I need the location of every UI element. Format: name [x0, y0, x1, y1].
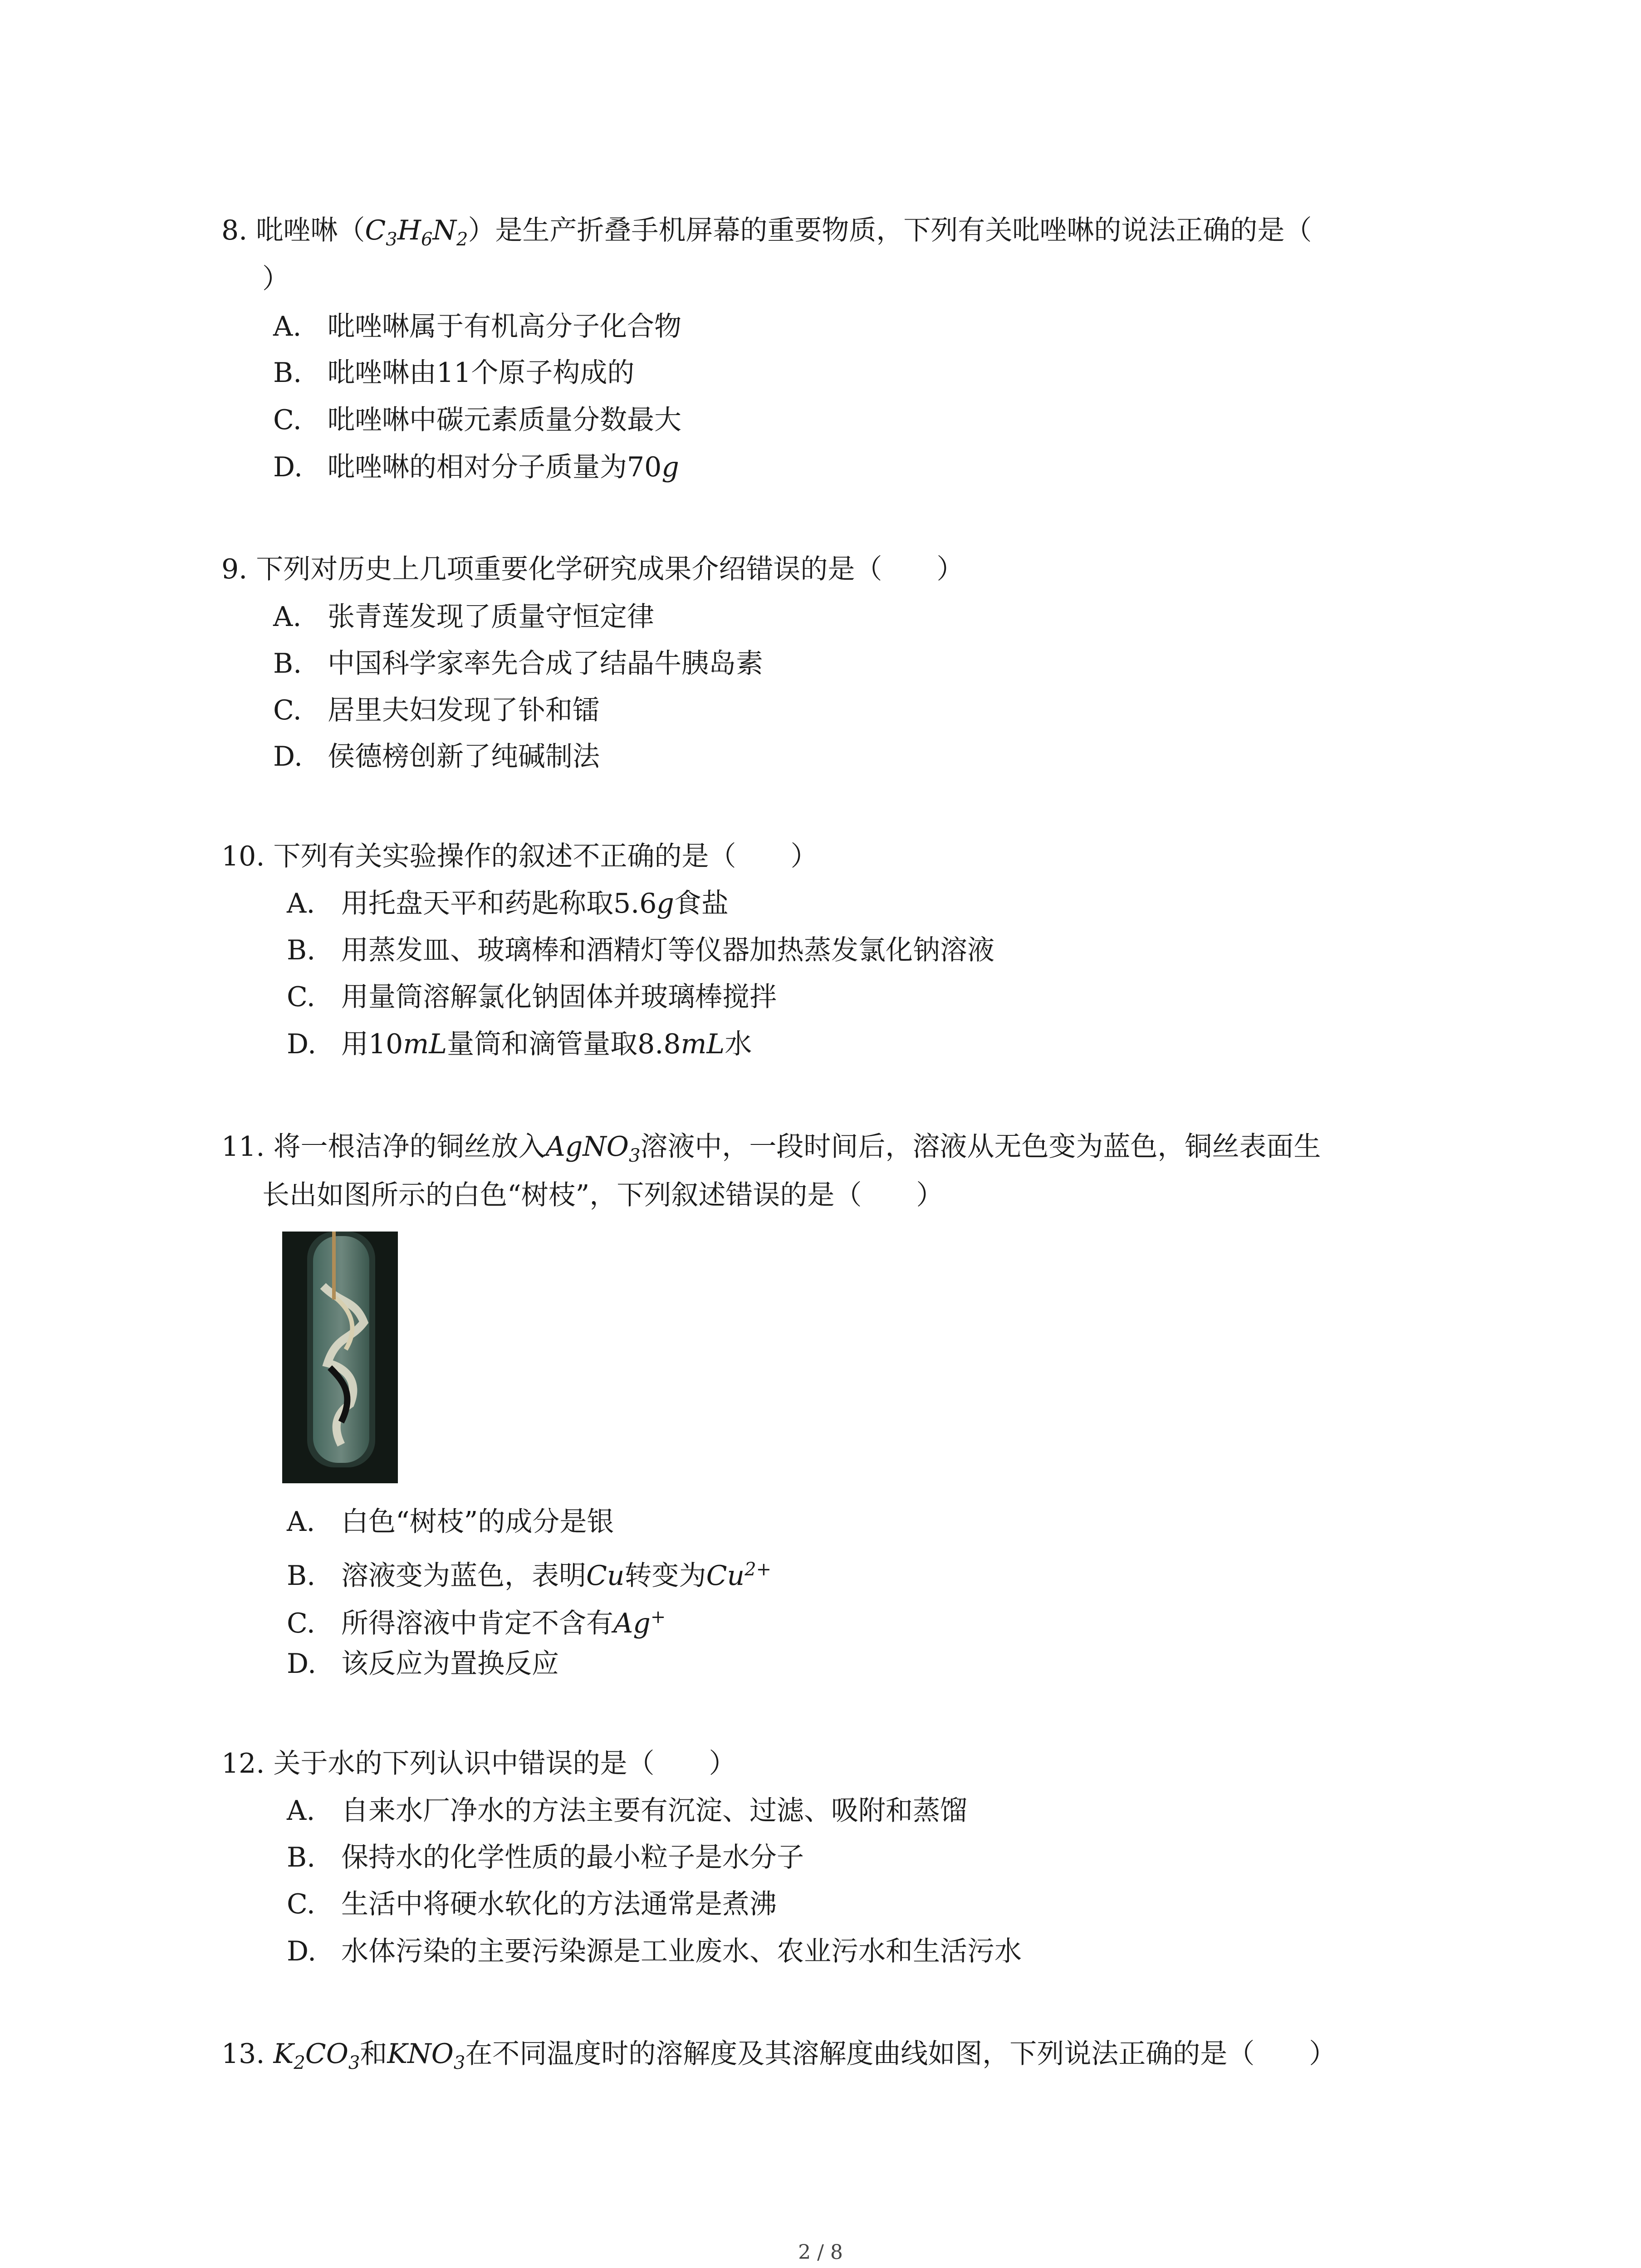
q8-option-c: C. 吡唑啉中碳元素质量分数最大 — [273, 404, 681, 436]
q10-option-c: C. 用量筒溶解氯化钠固体并玻璃棒搅拌 — [287, 981, 777, 1013]
q10-stem: 10. 下列有关实验操作的叙述不正确的是（ ） — [221, 841, 818, 872]
q11-option-a: A. 白色“树枝”的成分是银 — [287, 1506, 614, 1538]
q12-option-c: C. 生活中将硬水软化的方法通常是煮沸 — [287, 1888, 777, 1920]
test-tube-photo — [282, 1232, 398, 1483]
q12-option-b: B. 保持水的化学性质的最小粒子是水分子 — [287, 1842, 804, 1873]
q12-option-d: D. 水体污染的主要污染源是工业废水、农业污水和生活污水 — [287, 1936, 1022, 1967]
q10-option-b: B. 用蒸发皿、玻璃棒和酒精灯等仪器加热蒸发氯化钠溶液 — [287, 934, 994, 966]
q10-option-d: D. 用10mL量筒和滴管量取8.8mL水 — [287, 1028, 752, 1060]
q9-option-d: D. 侯德榜创新了纯碱制法 — [273, 741, 600, 772]
q8-option-a: A. 吡唑啉属于有机高分子化合物 — [273, 311, 681, 342]
q8-stem: 8. 吡唑啉$(C_3H_6N_2)$是生产折叠手机屏幕的重要物质，下列有关吡唑啉的说法正确的是（ — [221, 215, 1312, 250]
q10-number: 10. — [221, 841, 265, 872]
q8-formula: $C_3H_6N_2$ — [365, 215, 468, 250]
q13-number: 13. — [221, 2038, 265, 2070]
q8-stem-cont: ） — [262, 263, 289, 295]
q11-option-d: D. 该反应为置换反应 — [287, 1648, 559, 1680]
q10-option-a: A. 用托盘天平和药匙称取5.6g食盐 — [287, 888, 729, 919]
q9-stem: 9. 下列对历史上几项重要化学研究成果介绍错误的是（ ） — [221, 553, 964, 585]
q8-number: 8. — [221, 215, 248, 246]
q13-formula-k2co3: $K_2CO_3$ — [273, 2038, 360, 2073]
q11-option-b: B. 溶液变为蓝色，表明Cu转变为$Cu^{2+}$ — [287, 1559, 772, 1592]
q9-number: 9. — [221, 553, 248, 585]
q13-stem: 13. $K_2CO_3$和$KNO_3$在不同温度时的溶解度及其溶解度曲线如图，下列说法正确的是（ ） — [221, 2038, 1337, 2073]
q9-option-a: A. 张青莲发现了质量守恒定律 — [273, 601, 654, 633]
q12-option-a: A. 自来水厂净水的方法主要有沉淀、过滤、吸附和蒸馏 — [287, 1795, 967, 1827]
q11-formula: AgNO$_3$ — [545, 1131, 641, 1166]
q9-option-b: B. 中国科学家率先合成了结晶牛胰岛素 — [273, 648, 763, 679]
q13-formula-kno3: $KNO_3$ — [387, 2038, 465, 2073]
q11-option-c: C. 所得溶液中肯定不含有Ag+ — [287, 1607, 666, 1639]
q11-stem: 11. 将一根洁净的铜丝放入AgNO$_3$溶液中，一段时间后，溶液从无色变为蓝色，铜丝表面生 — [221, 1131, 1321, 1166]
q11-number: 11. — [221, 1131, 265, 1163]
q12-number: 12. — [221, 1748, 265, 1779]
q9-option-c: C. 居里夫妇发现了钋和镭 — [273, 694, 600, 726]
page-number: 2 / 8 — [798, 2241, 843, 2264]
q8-option-b: B. 吡唑啉由11个原子构成的 — [273, 357, 635, 389]
q11-stem-cont: 长出如图所示的白色“树枝”，下列叙述错误的是（ ） — [262, 1179, 944, 1211]
q12-stem: 12. 关于水的下列认识中错误的是（ ） — [221, 1748, 736, 1779]
q8-option-d: D. 吡唑啉的相对分子质量为70g — [273, 451, 679, 483]
